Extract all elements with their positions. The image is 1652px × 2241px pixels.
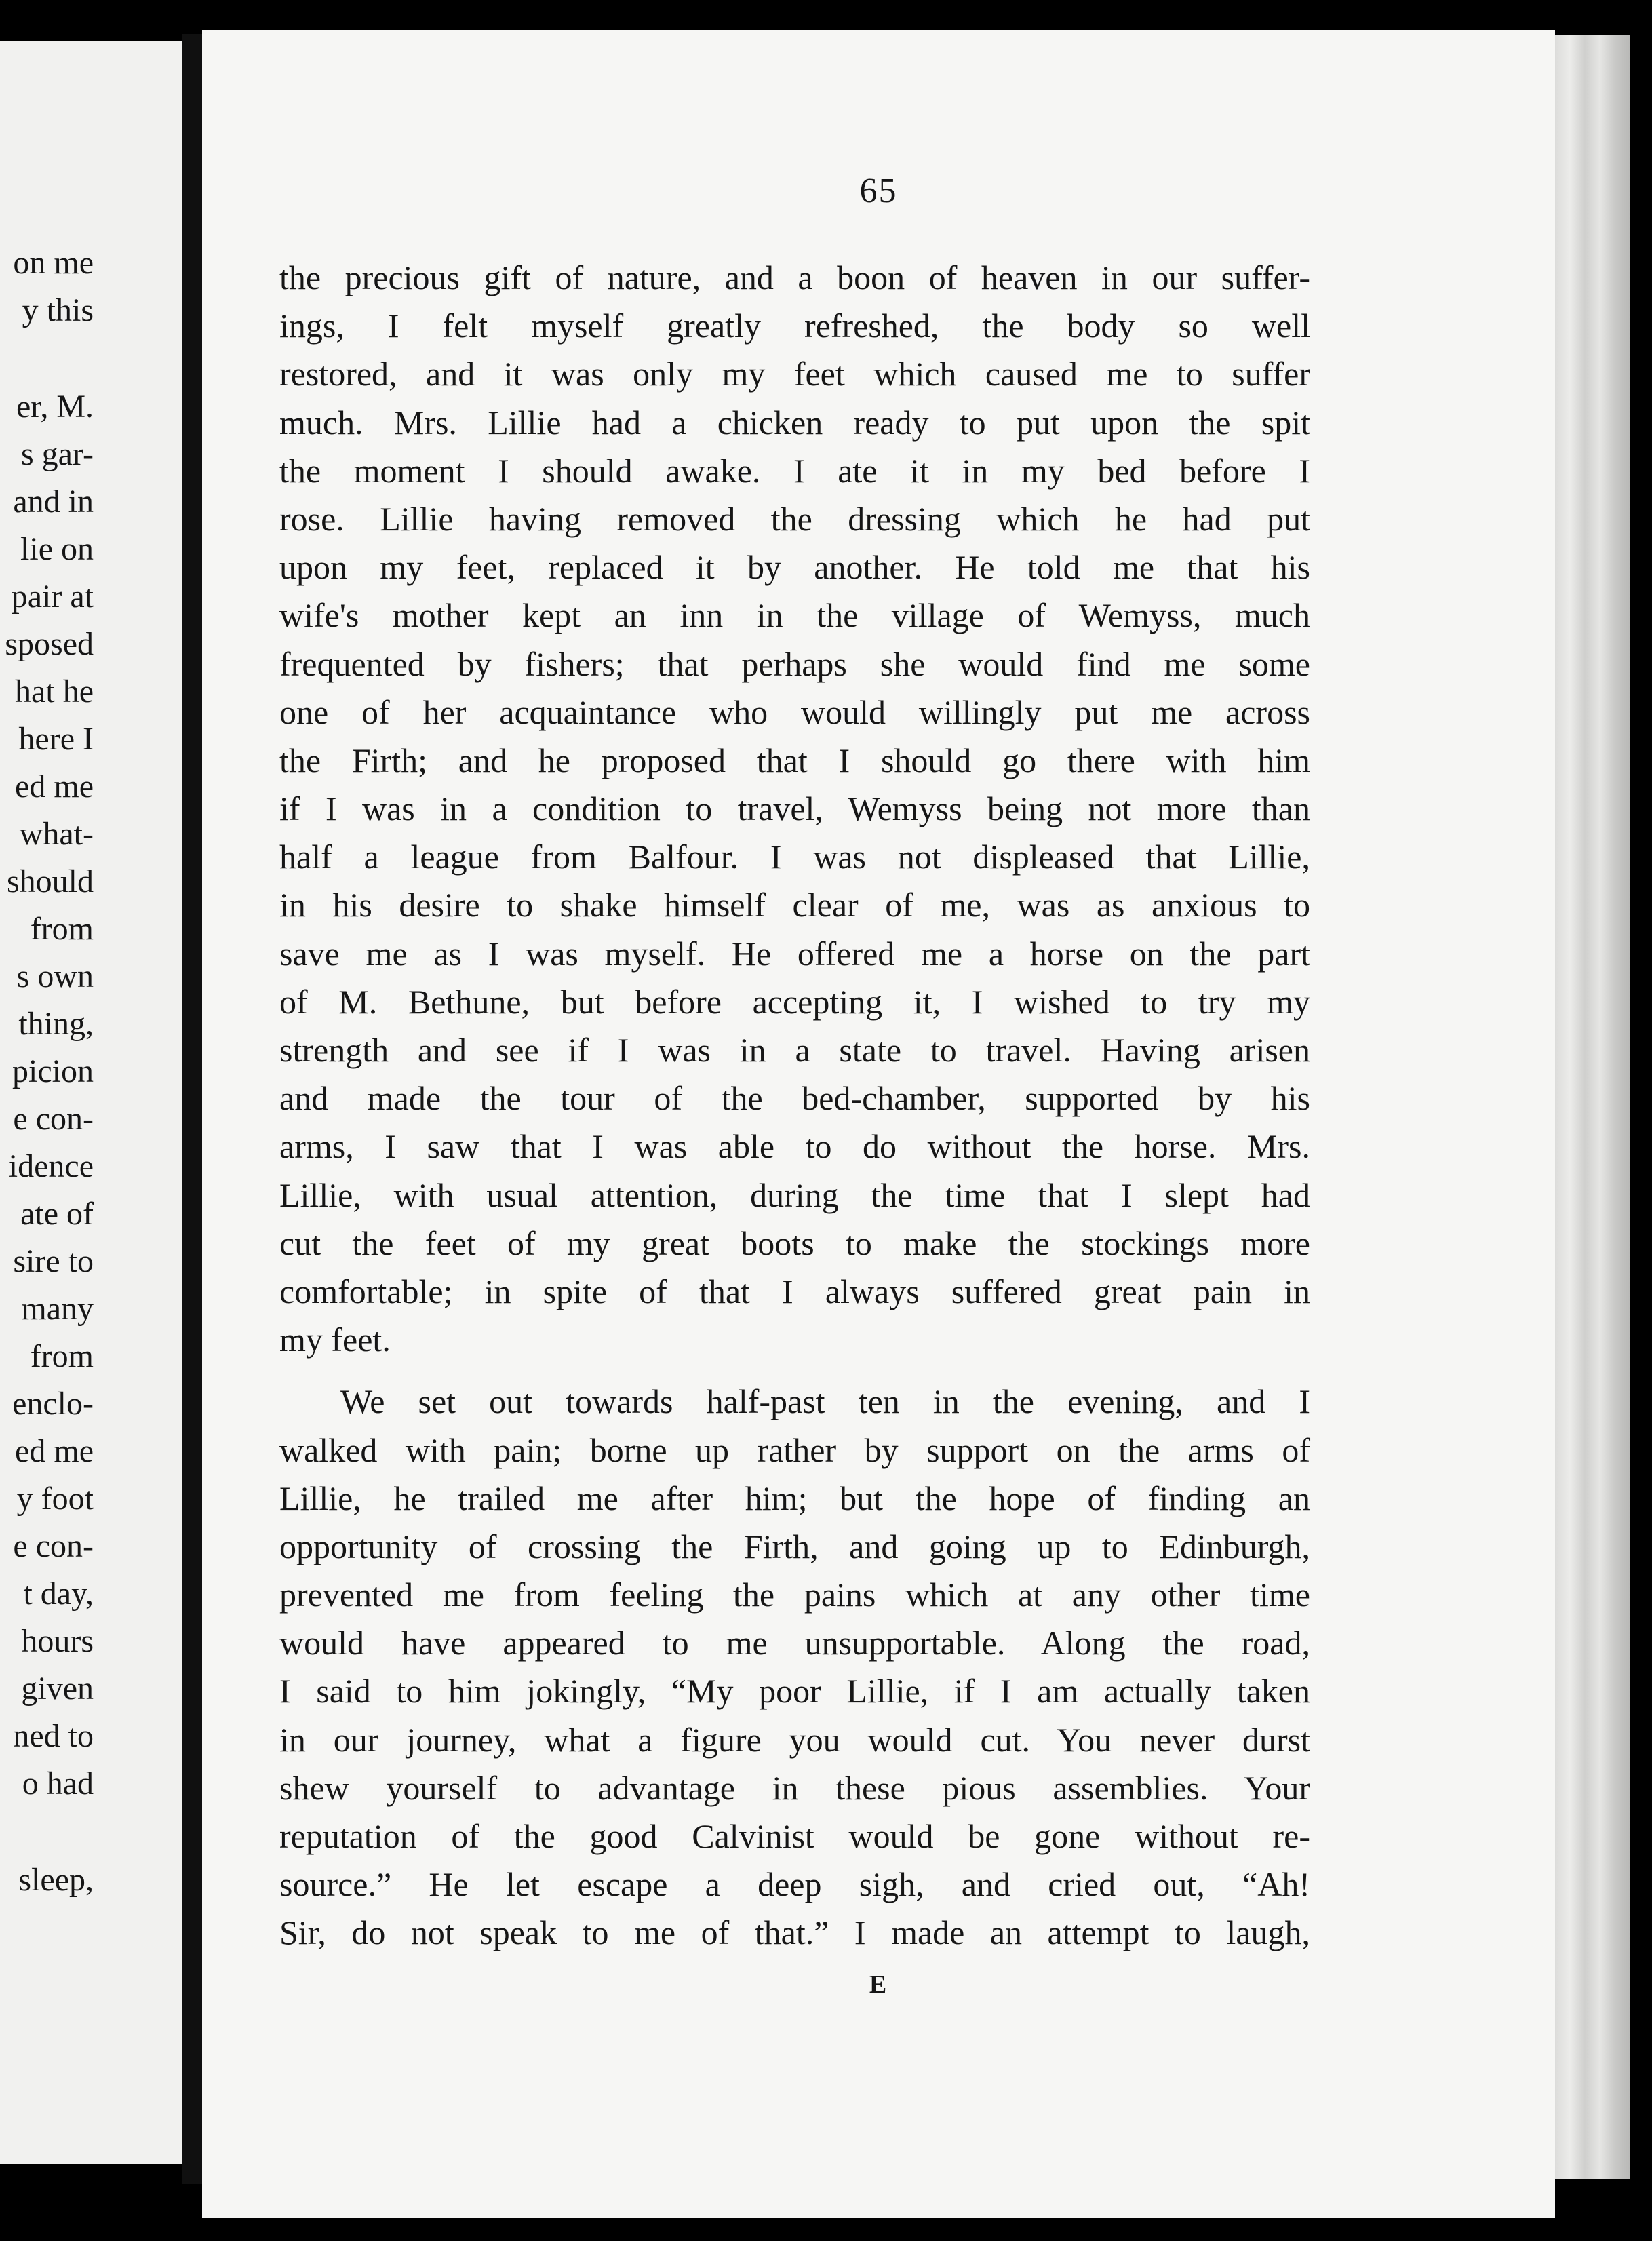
text-line: cut the feet of my great boots to make the stockings more [279,1224,1310,1262]
previous-page-line: sleep, [18,1862,94,1898]
text-line: the precious gift of nature, and a boon of heaven in our suffer- [279,258,1310,296]
text-line: if I was in a condition to travel, Wemyss being not more than [279,790,1310,828]
previous-page-line: ned to [13,1718,94,1754]
previous-page-line: s own [16,958,94,994]
text-line: arms, I saw that I was able to do without the horse. Mrs. [279,1127,1310,1166]
text-line: one of her acquaintance who would willingly put me across [279,693,1310,731]
previous-page-line: pair at [11,579,94,615]
text-line: source.” He let escape a deep sigh, and cried out, “Ah! [279,1865,1310,1904]
previous-page-line: from [30,911,94,947]
text-line: We set out towards half-past ten in the evening, and I [340,1382,1310,1421]
text-line: in our journey, what a figure you would cut. You never durst [279,1720,1310,1759]
previous-page-line: enclo- [12,1386,94,1422]
text-line: Sir, do not speak to me of that.” I made an attempt to laugh, [279,1913,1310,1952]
text-line: Lillie, he trailed me after him; but the hope of finding an [279,1479,1310,1517]
text-line: rose. Lillie having removed the dressing which he had put [279,499,1310,538]
previous-page-line: many [21,1291,94,1327]
previous-page-line: idence [8,1148,94,1184]
previous-page-line: ate of [20,1196,94,1232]
previous-page-line: what- [19,816,94,852]
text-line: walked with pain; borne up rather by support on the arms of [279,1430,1310,1469]
previous-page [0,41,182,2164]
text-line: much. Mrs. Lillie had a chicken ready to put upon the spit [279,403,1310,442]
text-line: and made the tour of the bed-chamber, supported by his [279,1079,1310,1118]
previous-page-line: here I [18,721,94,757]
text-line: the Firth; and he proposed that I should go there with him [279,741,1310,779]
previous-page-line: sposed [5,626,94,662]
previous-page-line: sire to [13,1243,94,1279]
text-line: Lillie, with usual attention, during the time that I slept had [279,1175,1310,1214]
text-line: comfortable; in spite of that I always suffered great pain in [279,1272,1310,1310]
previous-page-line: picion [12,1053,94,1089]
previous-page-line: on me [13,245,94,281]
page-edges [1555,35,1630,2179]
text-line: would have appeared to me unsupportable. Along the road, [279,1624,1310,1662]
previous-page-line: y this [22,292,94,328]
previous-page-line: lie on [20,531,94,567]
previous-page-line: thing, [18,1006,94,1042]
text-line: half a league from Balfour. I was not displeased that Lillie, [279,838,1310,876]
previous-page-line: hours [21,1623,94,1659]
book-gutter [182,34,202,2184]
previous-page-line: ed me [15,768,94,804]
text-line: the moment I should awake. I ate it in my bed before I [279,451,1310,490]
text-line: in his desire to shake himself clear of me, was as anxious to [279,886,1310,924]
text-line: of M. Bethune, but before accepting it, I wished to try my [279,982,1310,1021]
text-line: opportunity of crossing the Firth, and going up to Edinburgh, [279,1527,1310,1565]
text-line: upon my feet, replaced it by another. He told me that his [279,548,1310,587]
text-line: restored, and it was only my feet which caused me to suffer [279,355,1310,393]
previous-page-line: should [6,863,94,899]
text-line: shew yourself to advantage in these pious assemblies. Your [279,1768,1310,1807]
paragraph [279,254,1310,1364]
previous-page-line: s gar- [21,436,94,472]
previous-page-line: o had [22,1766,94,1801]
text-line: wife's mother kept an inn in the village of Wemyss, much [279,596,1310,635]
text-line: ings, I felt myself greatly refreshed, the body so well [279,307,1310,345]
previous-page-line: y foot [16,1481,94,1517]
text-line: save me as I was myself. He offered me a horse on the part [279,934,1310,973]
page-number: 65 [859,172,898,210]
text-line: reputation of the good Calvinist would be gone without re- [279,1817,1310,1855]
text-line: prevented me from feeling the pains which at any other time [279,1576,1310,1614]
paragraph [279,1378,1310,1957]
book-page [202,30,1555,2218]
previous-page-line: t day, [23,1576,94,1612]
previous-page-line: hat he [15,674,94,709]
text-line: strength and see if I was in a state to travel. Having arisen [279,1031,1310,1069]
previous-page-line: e con- [13,1101,94,1137]
text-line: I said to him jokingly, “My poor Lillie, if I am actually taken [279,1672,1310,1711]
paragraph-gap [279,1364,1310,1378]
signature-mark: E [869,1970,888,1999]
page-body [279,254,1310,1957]
text-line: frequented by fishers; that perhaps she would find me some [279,644,1310,683]
previous-page-line: e con- [13,1528,94,1564]
previous-page-line: and in [13,484,94,520]
text-line: my feet. [279,1321,391,1359]
previous-page-line: er, M. [16,389,94,425]
previous-page-line: given [21,1671,94,1707]
previous-page-line: from [30,1338,94,1374]
previous-page-line: ed me [15,1433,94,1469]
